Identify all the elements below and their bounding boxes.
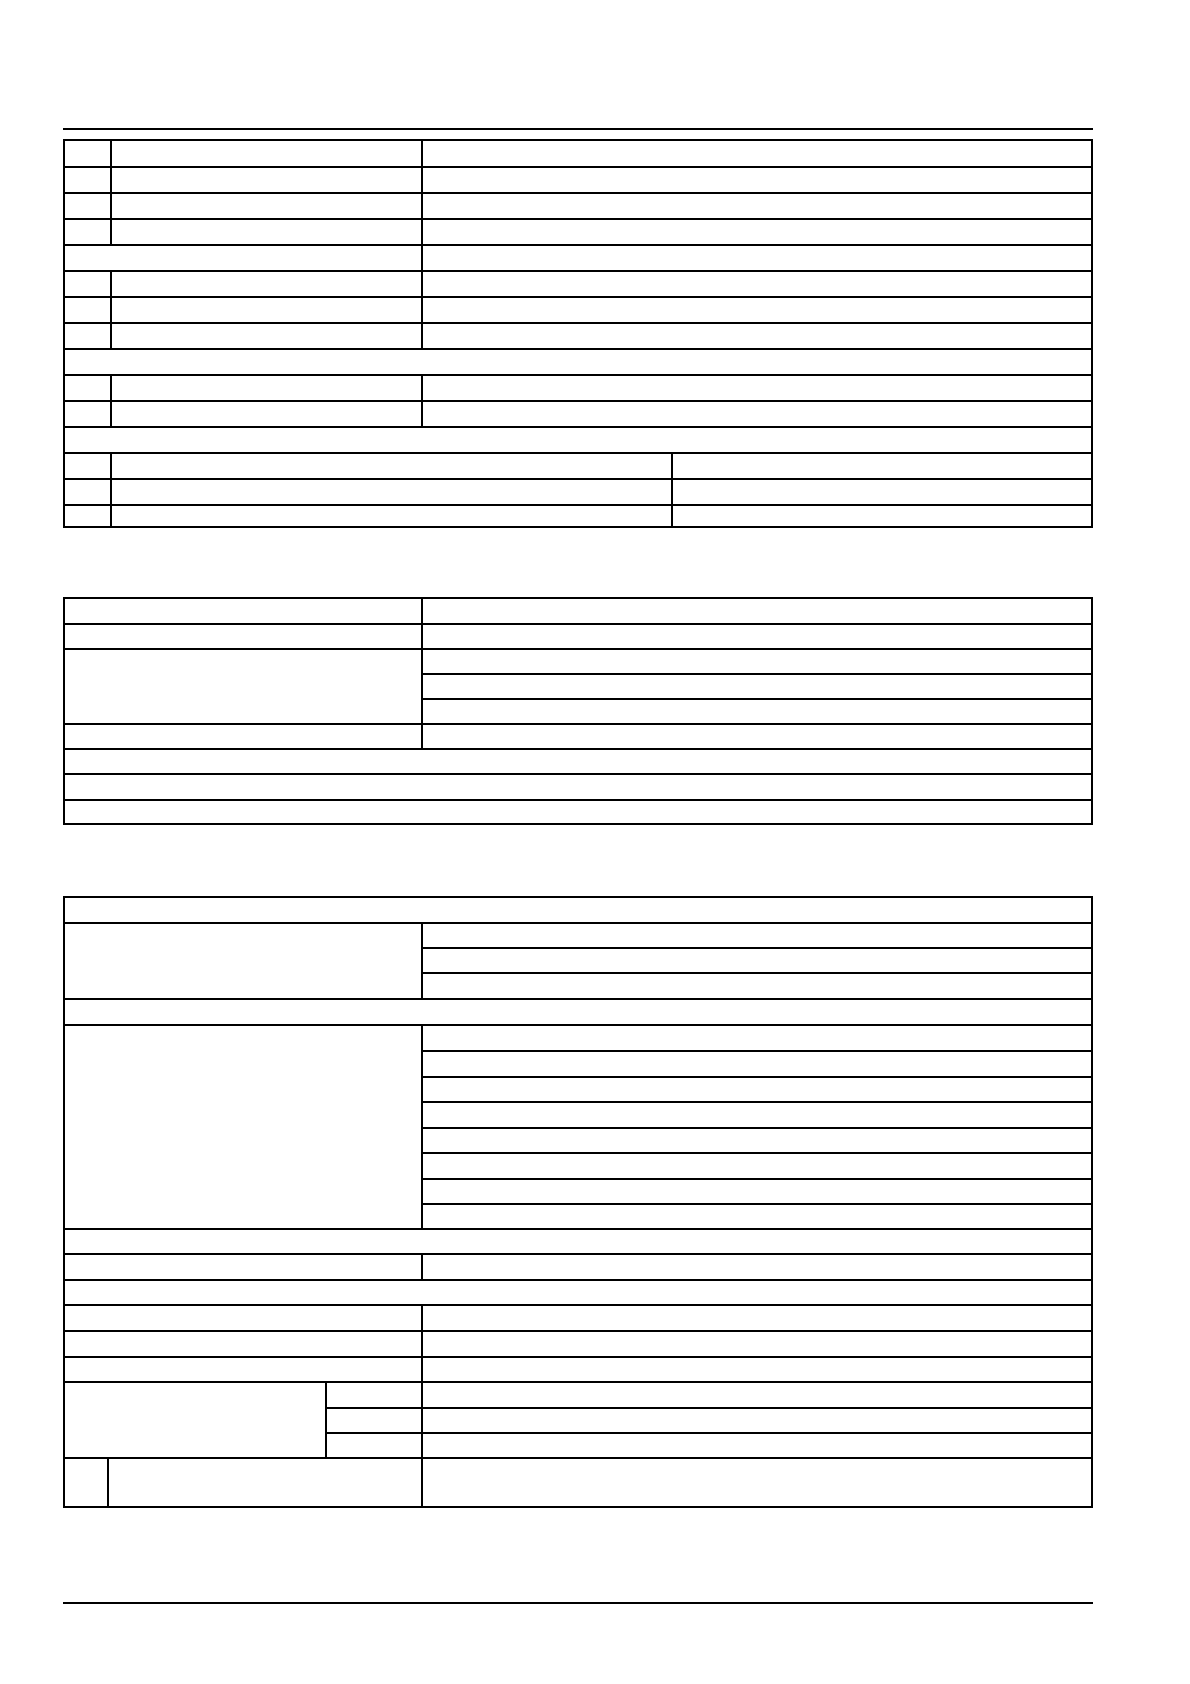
table-2-row-line [65, 623, 1091, 625]
table-1-col-line [421, 141, 423, 348]
table-1-col-line [110, 452, 112, 528]
table-2-row-line [65, 648, 1091, 650]
table-2-row-line [65, 723, 1091, 725]
table-3-col-line [421, 922, 423, 998]
table-1-row-line [65, 452, 1091, 454]
table-1-row-line [65, 296, 1091, 298]
table-1-row-line [65, 374, 1091, 376]
table-3-row-line [65, 922, 1091, 924]
table-1-row-line [65, 244, 1091, 246]
table-3-row-line [421, 1152, 1091, 1154]
table-3-row-line [65, 1381, 1091, 1383]
table-3-col-line [107, 1457, 109, 1506]
table-3-row-line [421, 1076, 1091, 1078]
table-2-col-line [421, 599, 423, 748]
table-3-col-line [325, 1381, 327, 1457]
table-1-col-line [421, 374, 423, 426]
table-1-row-line [65, 478, 1091, 480]
table-2-row-line [421, 698, 1091, 700]
table-2-row-line [65, 799, 1091, 801]
table-1-row-line [65, 218, 1091, 220]
table-1-row-line [65, 166, 1091, 168]
table-1-col-line [110, 270, 112, 348]
table-1-col-line [671, 452, 673, 528]
table-2-row-line [65, 773, 1091, 775]
table-1-row-line [65, 348, 1091, 350]
footer-rule [63, 1602, 1093, 1604]
table-1-row-line [65, 322, 1091, 324]
table-3-row-line [421, 1127, 1091, 1129]
table-3-col-line [421, 1304, 423, 1506]
table-1-row-line [65, 504, 1091, 506]
header-rule [63, 128, 1093, 130]
table-3-row-line [421, 1050, 1091, 1052]
table-3-row-line [65, 998, 1091, 1000]
table-3-row-line [65, 1330, 1091, 1332]
table-3-row-line [421, 972, 1091, 974]
table-1-row-line [65, 400, 1091, 402]
table-3-row-line [65, 1356, 1091, 1358]
table-1-col-line [110, 374, 112, 426]
table-1-row-line [65, 270, 1091, 272]
table-2-row-line [421, 673, 1091, 675]
table-3-row-line [65, 1304, 1091, 1306]
table-3-col-line [421, 1024, 423, 1228]
table-1-col-line [110, 141, 112, 244]
table-1-row-line [65, 192, 1091, 194]
table-3-row-line [65, 1457, 1091, 1459]
table-3-row-line [421, 1101, 1091, 1103]
table-3-row-line [421, 1203, 1091, 1205]
table-3-row-line [421, 947, 1091, 949]
table-3 [63, 896, 1093, 1508]
table-3-row-line [325, 1432, 1091, 1434]
table-3-row-line [65, 1253, 1091, 1255]
table-2 [63, 597, 1093, 825]
table-3-col-line [421, 1253, 423, 1279]
table-3-row-line [421, 1178, 1091, 1180]
table-3-row-line [65, 1279, 1091, 1281]
table-1-row-line [65, 426, 1091, 428]
table-3-row-line [65, 1024, 1091, 1026]
table-3-row-line [65, 1228, 1091, 1230]
table-1 [63, 139, 1093, 528]
table-2-row-line [65, 748, 1091, 750]
table-3-row-line [325, 1407, 1091, 1409]
